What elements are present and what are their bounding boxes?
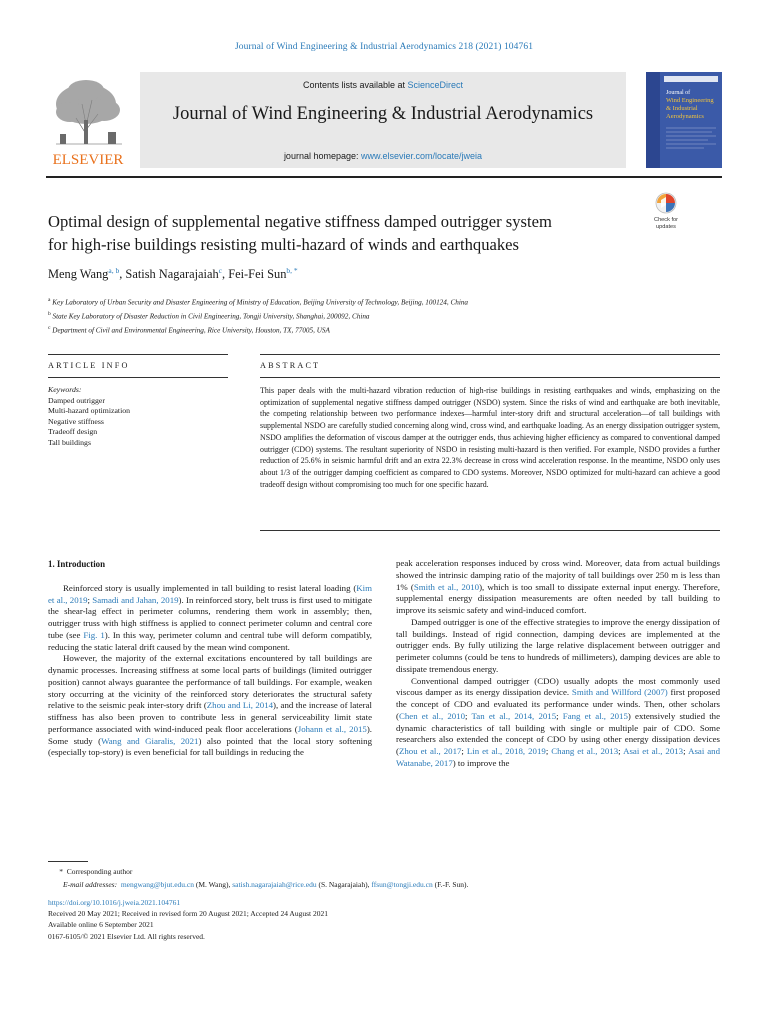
svg-text:Check for: Check for (654, 217, 678, 223)
paragraph-text: ; (87, 594, 93, 605)
paragraph-text: ; (545, 746, 552, 756)
journal-cover-image (646, 72, 722, 168)
citation-link[interactable]: Fang et al., 2015 (562, 710, 628, 721)
paragraph-text: ; (465, 710, 472, 721)
affiliation-row: $^b$ State Key Laboratory of Disaster Reduction in Civil Engineering, Tongji University, Shanghai, 200092, China (48, 310, 370, 321)
received-dates: Received 20 May 2021; Received in revised form 20 August 2021; Accepted 24 August 2021 (48, 909, 328, 919)
abstract-top-rule (260, 354, 720, 355)
citation-link[interactable]: Lin et al., 2018, 2019 (466, 746, 546, 756)
citation-link[interactable]: Smith and Willford (2007) (571, 687, 668, 698)
paragraph-text: first proposed the concept of CDO and evaluated its performance under winds. Then, other scholars ( (396, 687, 721, 721)
citation-link[interactable]: Asai et al., 2013 (623, 746, 684, 756)
paragraph-text: Reinforced story is usually implemented in tall building to resist lateral loading ( (63, 582, 357, 593)
paragraph-text: Damped outrigger is one of the effective strategies to improve the energy dissipation of tall buildings. Instead of rigid connection, damping devices are implemented at the outrigger ends. By fully utilizing the large relative displacement between outrigger and perimeter columns (could be tens to hundreds of millimeters), damping devices are able to dissipate tremendous energy. (396, 616, 720, 674)
paragraph-text: ). In reinforced story, belt truss is first used to mitigate the shear-lag effect in perimeter columns, rendering them work in assembly; then, outrigger truss with high stiffness is applied to connect perimeter column and central core tube (see (48, 594, 373, 640)
keywords-block (48, 385, 228, 448)
keyword: Multi-hazard optimization (48, 406, 131, 415)
author-name[interactable]: Fei-Fei Sun (228, 267, 287, 282)
paragraph-text: ), and the increase of lateral stiffness has also been proven to contribute less in general serviceability limit state performance associated with wind-induced peak floor accelerations ( (48, 700, 372, 734)
intro-paragraph (396, 558, 720, 617)
author-name[interactable]: Meng Wang (48, 267, 109, 282)
journal-cover-thumbnail[interactable] (646, 72, 722, 168)
keyword: Tradeoff design (48, 427, 98, 436)
corresponding-author-note: * Corresponding author (59, 867, 133, 876)
paragraph-text: peak acceleration responses induced by cross wind. Moreover, data from actual buildings showed the intrinsic damping ratio of the majority of tall buildings over 250 m is less than 1% ( (396, 558, 720, 592)
body-left-column (48, 559, 372, 759)
footnotes (48, 866, 728, 892)
citation-link[interactable]: Zhou et al., 2017 (398, 746, 462, 756)
email-label: E-mail addresses: (63, 879, 118, 889)
svg-text:& Industrial: & Industrial (666, 105, 698, 112)
article-info-top-rule (48, 354, 228, 355)
citation-link[interactable]: Fig. 1 (83, 629, 105, 640)
abstract-heading: ABSTRACT (260, 361, 321, 370)
copyright: 0167-6105/© 2021 Elsevier Ltd. All rights reserved. (48, 931, 205, 941)
article-title (48, 210, 628, 256)
svg-text:Journal of: Journal of (666, 90, 691, 96)
email-link[interactable]: mengwang@bjut.edu.cn (120, 879, 194, 889)
citation-link[interactable]: Zhou and Li, 2014 (206, 700, 274, 711)
elsevier-tree-icon (46, 74, 130, 168)
citation-link[interactable]: Johann et al., 2015 (297, 723, 367, 734)
homepage-prefix: journal homepage: (283, 151, 361, 161)
paragraph-text: ; (618, 746, 624, 756)
citation-link[interactable]: Samadi and Jahan, 2019 (92, 594, 179, 605)
paragraph-text: ) also pointed that the local story softening (especially top-story) is even beneficial for tall buildings in reducing the (48, 735, 372, 758)
paragraph-text: However, the majority of the external excitations encountered by tall buildings are dynamic processes. Increasing stiffness at some local parts of buildings (limited outrigger position) cannot always guarantee the performance of tall buildings. For example, weaken story occurring at the vicinity of the reinforced story deteriorates the structural safety relative to the seismic peak inter-story drift ( (48, 653, 372, 711)
footnote-rule (48, 861, 88, 862)
journal-title: Journal of Wind Engineering & Industrial Aerodynamics (172, 104, 594, 124)
article-title-line-2: for high-rise buildings resisting multi-hazard of winds and earthquakes (48, 235, 519, 254)
abstract-text: This paper deals with the multi-hazard vibration reduction of high-rise buildings in resisting earthquakes and winds, emphasizing on the optimization of supplemental negative stiffness damped outrigger (NSDO) system. Since the risks of wind and earthquake are both inevitable, the competing relationship between two performance indexes—harmful inter-story drift and structural acceleration—of tall buildings with supplemental NSDO are carefully studied concerning along wind, cross wind, and earthquake loading. As an energy dissipation outrigger system, NSDO amplifies the deformation of viscous damper at the outrigger ends, thus achieving higher efficiency as compared to conventional damped outrigger (CDO) systems. The resultant superiority of NSDO in resisting multi-hazard is then verified. For example, NSDO provides a further reduction of 25.6% in seismic harmful drift and an extra 22.3% decrease in cross wind acceleration response. In the meantime, NSDO only uses about 1/3 of the outrigger damping coefficient as compared to CDO systems. Moreover, NSDO optimized for multi-hazard can achieve a good tradeoff design without compromising too much for one specific hazard. (260, 386, 720, 489)
homepage-link[interactable]: www.elsevier.com/locate/jweia (361, 151, 483, 161)
paragraph-text: ) to improve the (452, 757, 510, 768)
citation-link[interactable]: Asai and Watanabe, 2017 (396, 746, 721, 768)
section-heading-introduction: 1. Introduction (48, 559, 106, 569)
author-name[interactable]: Satish Nagarajaiah (125, 267, 219, 282)
check-for-updates-icon (646, 191, 686, 231)
abstract-mid-rule (260, 377, 720, 378)
intro-paragraph (48, 583, 372, 654)
paragraph-text: ; (556, 710, 563, 721)
paragraph-text: ) extensively studied the dynamic characteristics of tall building with single or multiple pair of CDO. Some researchers also extended the concept of CDO by using other energy dissipation devices ( (396, 710, 720, 756)
elsevier-wordmark: ELSEVIER (52, 152, 124, 168)
article-title-line-1: Optimal design of supplemental negative stiffness damped outrigger system (48, 212, 552, 231)
paragraph-text: ; (683, 746, 689, 756)
author-affil-marks[interactable]: b, * (286, 266, 298, 275)
article-info-heading: ARTICLE INFO (48, 361, 130, 370)
paragraph-text: ). In this way, perimeter column and central tube will deform compatibly, reducing the static lateral drift caused by the mean wind component. (48, 629, 372, 652)
doi-link[interactable]: https://doi.org/10.1016/j.jweia.2021.104761 (48, 898, 181, 907)
contents-line (140, 80, 626, 90)
affiliation-row: $^a$ Key Laboratory of Urban Security and Disaster Engineering of Ministry of Education, Beijing University of Technology, Beijing, 100124, China (48, 297, 469, 307)
svg-text:Wind Engineering: Wind Engineering (666, 97, 714, 104)
running-head: Journal of Wind Engineering & Industrial Aerodynamics 218 (2021) 104761 (234, 42, 534, 52)
body-right-column (396, 558, 720, 770)
intro-paragraph (48, 653, 372, 759)
affiliations (48, 295, 708, 337)
intro-paragraph (396, 676, 720, 770)
author-affil-marks[interactable]: a, b (108, 266, 120, 275)
header-rule (46, 176, 722, 178)
contents-prefix: Contents lists available at (302, 80, 408, 90)
abstract-bottom-rule (260, 530, 720, 531)
elsevier-logo[interactable] (46, 74, 130, 168)
citation-link[interactable]: Chen et al., 2010 (398, 710, 466, 721)
keyword: Damped outrigger (48, 395, 105, 405)
paragraph-text: ). Some study ( (48, 723, 372, 746)
sciencedirect-link[interactable]: ScienceDirect (407, 80, 464, 90)
author-list: Meng Wang$^{a, b}$, Satish Nagarajaiah$^c$, Fei-Fei Sun$^{b, *}$ (48, 266, 298, 282)
svg-text:updates: updates (656, 224, 676, 230)
keywords-label: Keywords: (48, 385, 82, 394)
article-info-bottom-rule (48, 377, 228, 378)
email-link[interactable]: ffsun@tongji.edu.cn (371, 879, 433, 889)
publication-info (48, 897, 728, 942)
keyword: Tall buildings (48, 437, 91, 447)
paragraph-text: ), which is too small to dissipate external input energy. Therefore, supplemental energy dissipation measurements are often needed by tall building to improve its seismic safety and wind-induced comfort. (396, 581, 721, 615)
citation-link[interactable]: Tan et al., 2014, 2015 (471, 710, 557, 721)
citation-link[interactable]: Wang and Giaralis, 2021 (101, 735, 199, 746)
check-for-updates-badge[interactable] (646, 191, 686, 231)
available-online: Available online 6 September 2021 (48, 920, 154, 930)
homepage-line (140, 151, 626, 161)
affiliation-row: $^c$ Department of Civil and Environmental Engineering, Rice University, Houston, TX, 77005, USA (48, 324, 330, 335)
email-addresses: E-mail addresses: mengwang@bjut.edu.cn (M. Wang), satish.nagarajaiah@rice.edu (S. Nagarajaiah), ffsun@tongji.edu.cn (F.-F. Sun). (63, 879, 469, 889)
citation-link[interactable]: Kim et al., 2019 (48, 582, 372, 605)
citation-link[interactable]: Chang et al., 2013 (551, 746, 619, 756)
citation-link[interactable]: Smith et al., 2010 (413, 581, 480, 592)
paragraph-text: Conventional damped outrigger (CDO) usually adopts the most commonly used viscous damper as its energy dissipation device. (396, 675, 720, 698)
intro-paragraph (396, 617, 720, 676)
email-link[interactable]: satish.nagarajaiah@rice.edu (232, 879, 317, 889)
paragraph-text: ; (461, 746, 467, 756)
author-affil-marks[interactable]: c (218, 266, 223, 275)
svg-text:Aerodynamics: Aerodynamics (666, 113, 704, 120)
keyword: Negative stiffness (48, 416, 104, 426)
